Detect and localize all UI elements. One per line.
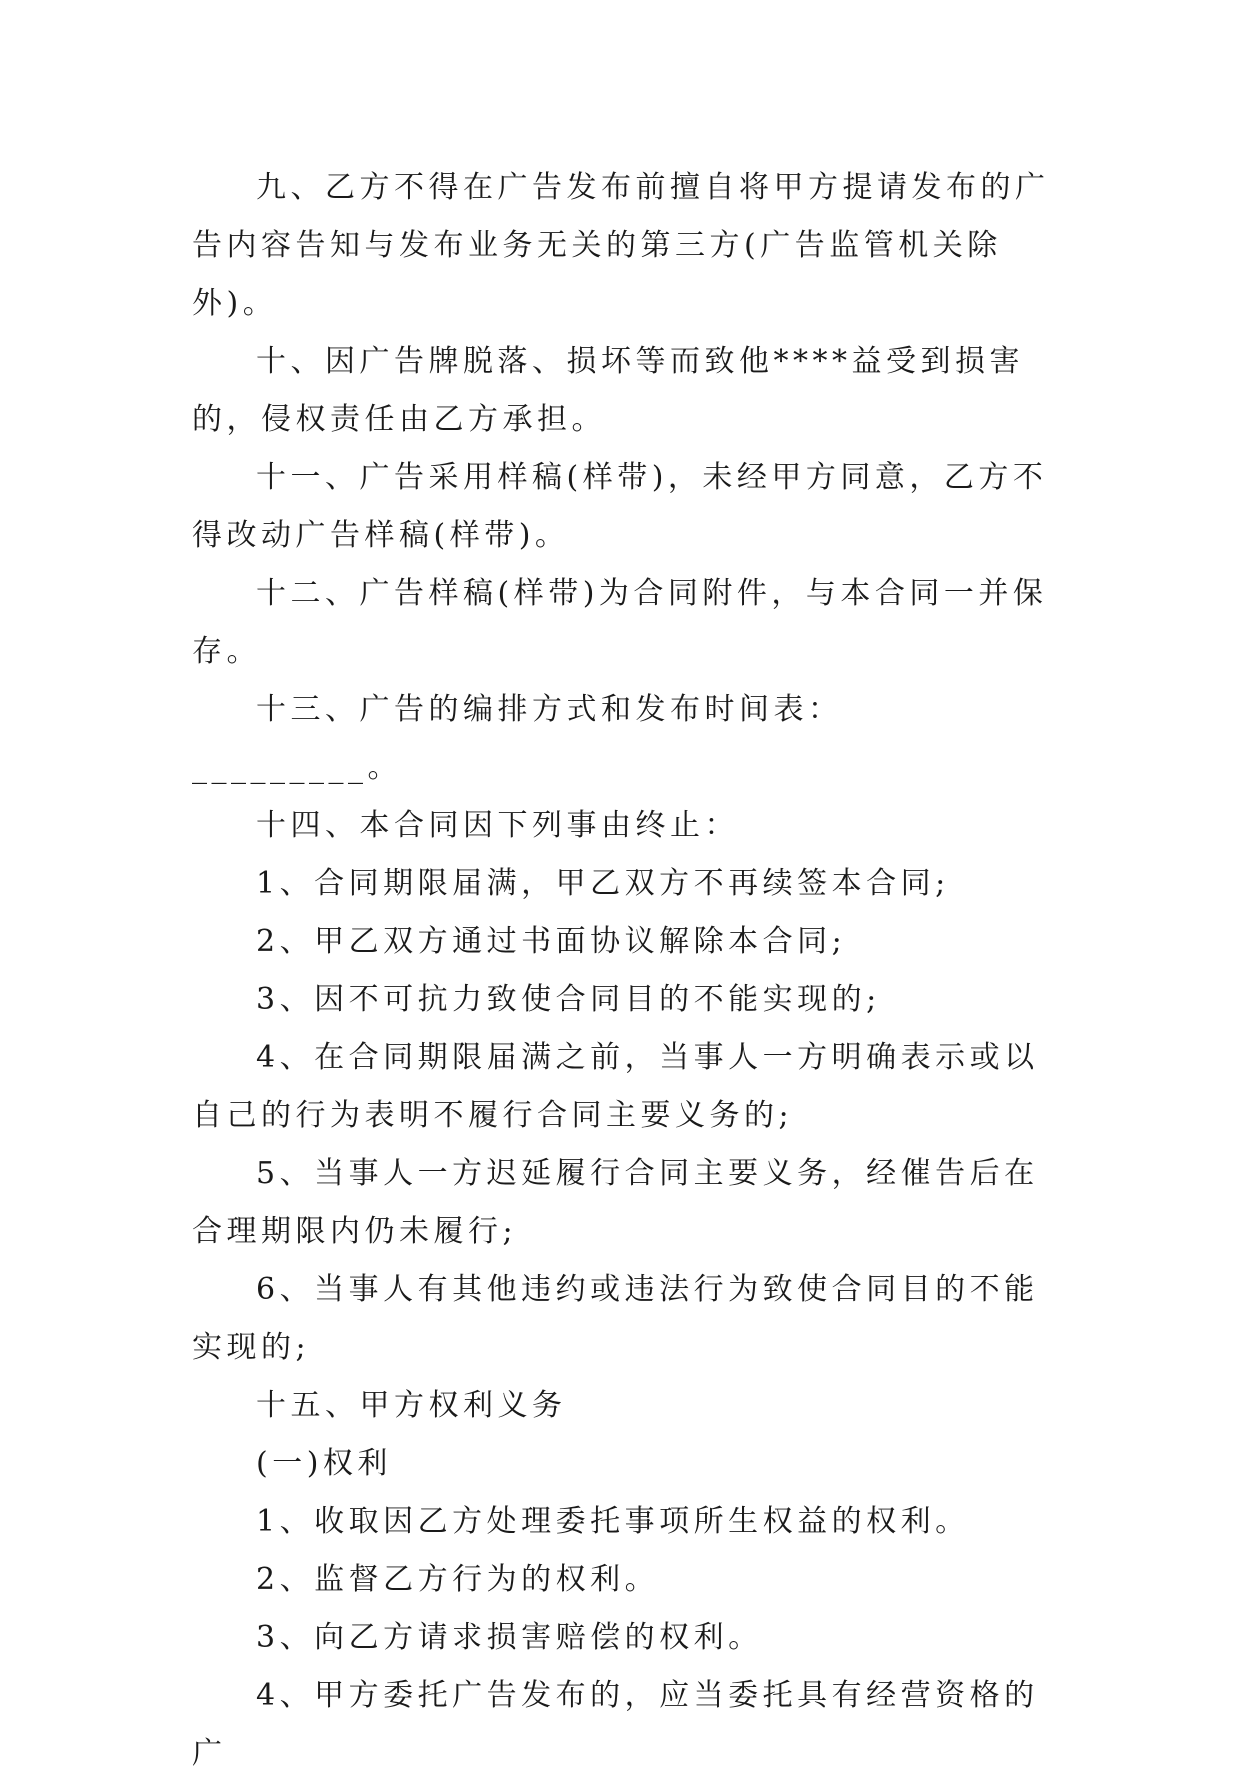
paragraph-clause-14-item-2: 2、甲乙双方通过书面协议解除本合同; — [256, 924, 847, 959]
paragraph-clause-14-item-6: 6、当事人有其他违约或违法行为致使合同目的不能实现的; — [192, 1272, 1039, 1365]
paragraph-rights-heading: (一)权利 — [256, 1446, 392, 1481]
paragraph-clause-12: 十二、广告样稿(样带)为合同附件，与本合同一并保存。 — [192, 576, 1048, 669]
paragraph-rights-item-3: 3、向乙方请求损害赔偿的权利。 — [256, 1620, 763, 1655]
document-body — [192, 159, 1052, 1783]
paragraph-rights-item-4: 4、甲方委托广告发布的，应当委托具有经营资格的广 — [192, 1678, 1039, 1771]
paragraph-clause-15-heading: 十五、甲方权利义务 — [256, 1388, 567, 1423]
paragraph-clause-14-item-4: 4、在合同期限届满之前，当事人一方明确表示或以自己的行为表明不履行合同主要义务的; — [192, 1040, 1039, 1133]
paragraph-clause-14-item-5: 5、当事人一方迟延履行合同主要义务，经催告后在合理期限内仍未履行; — [192, 1156, 1039, 1249]
paragraph-rights-item-2: 2、监督乙方行为的权利。 — [256, 1562, 660, 1597]
paragraph-clause-11: 十一、广告采用样稿(样带)，未经甲方同意，乙方不得改动广告样稿(样带)。 — [192, 460, 1048, 553]
paragraph-clause-9: 九、乙方不得在广告发布前擅自将甲方提请发布的广告内容告知与发布业务无关的第三方(广告监管机关除外)。 — [192, 170, 1050, 321]
paragraph-clause-14-item-1: 1、合同期限届满，甲乙双方不再续签本合同; — [256, 866, 950, 901]
paragraph-clause-13: 十三、广告的编排方式和发布时间表：_________。 — [192, 692, 843, 785]
paragraph-clause-14: 十四、本合同因下列事由终止： — [256, 808, 739, 843]
paragraph-rights-item-1: 1、收取因乙方处理委托事项所生权益的权利。 — [256, 1504, 970, 1539]
paragraph-clause-10: 十、因广告牌脱落、损坏等而致他****益受到损害的，侵权责任由乙方承担。 — [192, 344, 1024, 437]
paragraph-clause-14-item-3: 3、因不可抗力致使合同目的不能实现的; — [256, 982, 881, 1017]
